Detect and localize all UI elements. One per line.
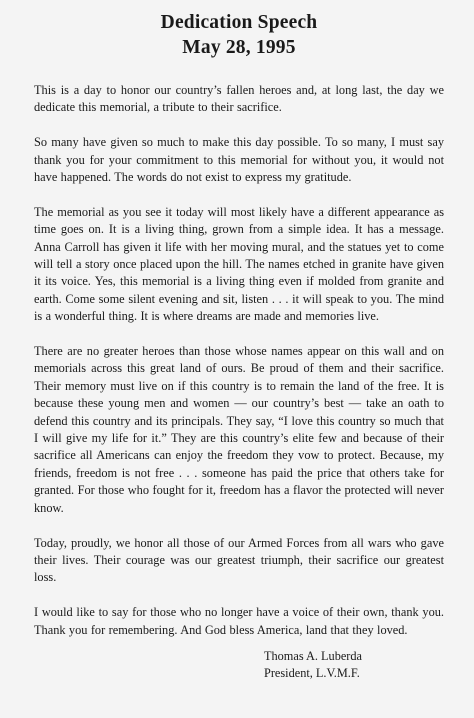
- speech-body: [34, 82, 444, 639]
- paragraph-5: Today, proudly, we honor all those of our Armed Forces from all wars who gave their lives. Their courage was our greatest triumph, their sacrifice our greatest loss.: [34, 535, 444, 585]
- document-date: May 28, 1995: [182, 37, 296, 58]
- paragraph-4: There are no greater heroes than those whose names appear on this wall and on memorials across this great land of ours. Be proud of them and their sacrifice. Their memory must live on if this country is to remain the land of the free. It is because these young men and women — our country’s best — take an oath to defend this country and its principals. They say, “I love this country so much that I will give my life for it.” They are this country’s elite few and because of their sacrifice all Americans can enjoy the freedom they vow to protect. Because, my friends, freedom is not free . . . someone has paid the price that others take for granted. For those who fought for it, freedom has a flavor the protected will never know.: [34, 344, 444, 515]
- signature-name: Thomas A. Luberda: [264, 649, 363, 663]
- signature-block: [264, 648, 362, 683]
- paragraph-6: I would like to say for those who no longer have a voice of their own, thank you. Thank you for remembering. And God bless America, land that they loved.: [34, 605, 444, 637]
- document-title: Dedication Speech: [160, 12, 318, 33]
- paragraph-3: The memorial as you see it today will most likely have a different appearance as time goes on. It is a living thing, grown from a simple idea. It has a message. Anna Carroll has given it life with her moving mural, and the statues yet to come will tell a story once placed upon the hill. The names etched in granite have given it its voice. Yes, this memorial is a living thing even if molded from granite and earth. Come some silent evening and sit, listen . . . it will speak to you. The mind is a wonderful thing. It is where dreams are made and memories live.: [34, 204, 444, 324]
- signature-position: President, L.V.M.F.: [264, 666, 360, 681]
- paragraph-2: So many have given so much to make this day possible. To so many, I must say thank you for your commitment to this memorial for without you, it would not have happened. The words do not exist to express my gratitude.: [34, 135, 444, 185]
- paragraph-1: This is a day to honor our country’s fallen heroes and, at long last, the day we dedicate this memorial, a tribute to their sacrifice.: [34, 83, 444, 115]
